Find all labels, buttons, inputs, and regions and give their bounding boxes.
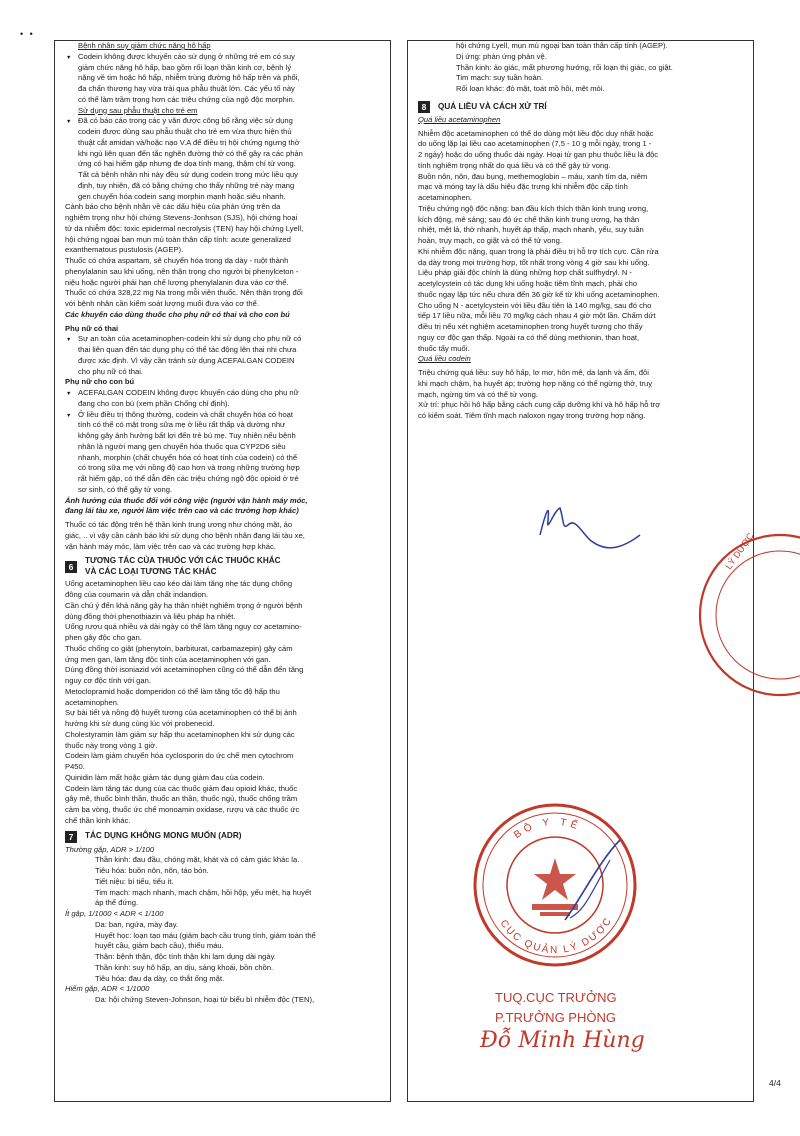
left-text-line: Ảnh hưởng của thuốc đối với công việc (người vận hành máy móc, [65,495,308,505]
section-7-line: Hiếm gặp, ADR < 1/1000 [65,984,150,994]
left-text-line: thuật cắt amidan và/hoặc nạo V.A để điều trị hội chứng ngưng thở [78,137,300,147]
section-8-line: acetylcystein có tác dụng khi uống hoặc tiêm tĩnh mạch, phải cho [418,279,638,288]
left-text-line: sơ sinh, có thể gây tử vong. [78,484,173,494]
left-text-line: nhanh, morphin (chất chuyển hóa có hoạt tính của codein) có thể [78,452,298,462]
left-text-line: niệu hoặc người phải hạn chế lượng phenylalanin đưa vào cơ thể. [65,277,289,287]
left-text-line: ứng có hại hiếm gặp nhưng đe dọa tính mạng, thậm chí tử vong. [78,159,296,169]
section-7-line: huyết cầu, giảm bạch cầu), thiếu máu. [95,941,224,951]
section-8-line: thuốc ngay lập tức nếu chưa đến 36 giờ kể từ khi uống acetaminophen. [418,289,660,299]
section-6-number: 6 [65,561,77,573]
left-text-line: phenylalanin sau khi uống, nên thận trọng cho người bị phenylceton - [65,266,299,276]
section-6-line: Cholestyramin làm giảm sự hấp thu acetaminophen khi sử dụng các [65,729,295,739]
right-top-line: Tim mạch: suy tuần hoàn. [456,73,544,83]
section-8-line: điều trị nếu xét nghiệm acetaminophen trong huyết tương cho thấy [418,322,643,331]
section-6-line: ứng men gan, làm tăng độc tính của acetaminophen với gan. [65,654,271,664]
left-text-line: ▼ Ở liều điều trị thông thường, codein và chất chuyển hóa có hoạt [65,410,382,421]
left-column [54,40,391,1102]
left-text-line: rất hiếm gặp, có thể dẫn đến các triệu chứng ngộ độc opioid ở trẻ [78,474,299,483]
section-8-line: Quá liều acetaminophen [418,114,501,124]
left-text-line: nghiêm trọng như hội chứng Stevens-Jonhson (SJS), hội chứng hoại [65,213,298,222]
left-text-line: có thể làm trầm trọng hơn các triệu chứng của ngộ độc morphin. [78,94,295,104]
section-6-line: Quinidin làm mất hoặc giảm tác dụng giảm đau của codein. [65,772,265,782]
section-8-line: tiếp 17 liều nữa, mỗi liều 70 mg/kg cách nhau 4 giờ một lần. Chấm dứt [418,311,656,321]
left-text-line: với bệnh nhân cần kiểm soát lượng muối đưa vào cơ thể. [65,299,259,308]
left-text-line: tử da nhiễm độc: toxic epidermal necrolysis (TEN) hay hội chứng Lyell, [65,223,304,233]
left-text-line: Tất cả bệnh nhân nhi này đều sử dụng codein trong mức liều quy [78,170,298,179]
section-8-header [418,101,743,113]
section-6-line: Uống rượu quá nhiều và dài ngày có thể làm tăng nguy cơ acetamino- [65,622,302,632]
left-text-line: Các khuyến cáo dùng thuốc cho phụ nữ có thai và cho con bú [65,309,290,319]
left-text-block [65,41,382,552]
left-text-line: cho phụ nữ có thai. [78,366,144,376]
svg-text:CỤC QUẢN LÝ DƯỢC [498,915,615,956]
ministry-stamp [470,800,640,970]
left-text-line: codein được dùng sau phẫu thuật cho trẻ em vừa thực hiện thủ [78,127,292,136]
right-top-line: Thần kinh: ảo giác, mất phương hướng, rối loạn thị giác, co giật. [456,62,673,72]
stamp-top-text: BỘ Y TẾ [512,816,583,842]
left-text-line: vận hành máy móc, làm việc trên cao và các trường hợp khác. [65,541,276,551]
left-text-line: Bệnh nhân suy giảm chức năng hô hấp [78,41,211,50]
left-text-line: hội chứng ngoại ban mụn mủ toàn thân cấp tính: acute generalized [65,234,291,244]
left-text-line: ▼ ACEFALGAN CODEIN không được khuyến cáo dùng cho phụ nữ [65,388,382,399]
left-text-line: Phụ nữ có thai [65,323,119,333]
section-8-line: Khi nhiễm độc nặng, quan trọng là phải điều trị hỗ trợ tích cực. Cần rửa [418,246,659,256]
section-6-line: dùng đồng thời phenothiazin và liệu pháp hạ nhiệt. [65,611,236,621]
initials-signature [520,480,650,570]
section-6-line: acetaminophen. [65,697,120,707]
section-8-line: do uống lặp lại liều cao acetaminophen (7,5 - 10 g mỗi ngày, trong 1 - [418,139,652,149]
section-6-line: gây mê, thuốc bình thần, thuốc an thần, thuốc ngủ, thuốc chống trầm [65,794,298,804]
section-7-line: Thần kinh: suy hô hấp, an dịu, sảng khoái, bồn chồn. [95,962,274,972]
section-6-line: chế thần kinh khác. [65,815,131,825]
section-7-line: Tiêu hóa: buồn nôn, nôn, táo bón. [95,866,209,875]
section-7-line: Tiêu hóa: đau dạ dày, co thắt ống mật. [95,973,225,983]
left-text-line: Cảnh báo cho bệnh nhân về các dấu hiệu của phản ứng trên da [65,202,281,212]
left-text-line: ▼ Đã có báo cáo trong các y văn được công bố rằng việc sử dụng [65,116,382,127]
left-text-line: Thuốc có tác động trên hệ thần kinh trung ương như chóng mặt, ảo [65,520,293,529]
left-text-line: thai liên quan đến tác dụng phụ có thể tác động lên thai nhi chưa [78,345,297,354]
section-6-line: phen gây độc cho gan. [65,633,142,642]
section-7-line: Da: ban, ngứa, mày đay. [95,919,179,929]
left-text-line: ▼ Sự an toàn của acetaminophen-codein khi sử dụng cho phụ nữ có [65,334,382,345]
partial-stamp-text: LÝ DƯỢC [723,531,756,572]
section-7-line: Thường gặp, ADR > 1/100 [65,844,155,854]
section-8-line: Triệu chứng ngộ độc nặng: ban đầu kích thích thần kinh trung ương, [418,203,649,213]
section-6-line: thuốc này trong vòng 1 giờ. [65,740,158,750]
left-text-line: đang cho con bú (xem phần Chống chỉ định). [78,398,230,408]
section-8-line: dạ dày trong mọi trường hợp, tốt nhất trong vòng 4 giờ sau khi uống. [418,257,650,267]
section-7-line: Da: hội chứng Steven-Johnson, hoại tử biểu bì nhiễm độc (TEN), [95,995,315,1004]
section-6-line: Dùng đồng thời isoniazid với acetaminophen cũng có thể dẫn đến tăng [65,665,304,675]
section-7-header [65,831,382,843]
left-text-line: gen chuyển hóa codein sang morphin mạnh hoặc siêu nhanh. [78,191,286,201]
left-text-line: có trong sữa mẹ với nồng độ cao hơn và trong những trường hợp [78,463,300,473]
section-8-line: Xử trí: phục hồi hô hấp bằng cách cung cấp dưỡng khí và hô hấp hỗ trợ [418,400,661,410]
left-text-line: đang lái tàu xe, người làm việc trên cao và các trường hợp khác) [65,506,299,516]
signature-title-1: TUQ.CỤC TRƯỞNG [495,990,617,1005]
section-8-line: 2 ngày) hoặc do uống thuốc dài ngày. Hoại tử gan phụ thuộc liều là độc [418,150,659,159]
section-7-line: áp thể đứng. [95,898,139,908]
left-text-line: tính có thể có mặt trong sữa mẹ ở liều rất thấp và dường như [78,420,286,430]
left-text-line: được xác định. Vì vậy cần tránh sử dụng ACEFALGAN CODEIN [78,355,295,365]
section-8-line: mạc và móng tay là dấu hiệu đặc trưng khi nhiễm độc cấp tính [418,182,628,192]
left-text-line: nhân là người mang gen chuyển hóa thuốc qua CYP2D6 siêu [78,441,286,451]
section-8-line: có kiểm soát. Tiêm tĩnh mạch naloxon ngay trong trường hợp nặng. [418,411,646,420]
left-text-line: định, tuy nhiên, đã có bằng chứng cho thấy những trẻ này mang [78,180,295,190]
section-8-number: 8 [418,101,430,113]
section-8-line: hoàn, trụy mạch, co giật và có thể tử vong. [418,236,562,245]
section-6-line: hưởng khi sử dụng cùng lúc với probenecid. [65,719,215,728]
section-6-line: nguy cơ độc tính với gan. [65,676,151,685]
section-8-line: Quá liều codein [418,354,471,364]
approval-stamp-area [440,470,800,1090]
section-8-line: khi mạch chậm, hạ huyết áp; trường hợp nặng có thể ngừng thở, truỵ [418,378,653,388]
section-8-line: Liệu pháp giải độc chính là dùng những hợp chất sulfhydryl. N - [418,268,632,278]
left-text-line: giảm chức năng hô hấp, bao gồm rối loạn thần kinh cơ, bệnh lý [78,62,292,72]
section-8-line: kích động, mê sảng; sau đó ức chế thần kinh trung ương, hạ thân [418,214,640,224]
section-8-line: Nhiễm độc acetaminophen có thể do dùng một liều độc duy nhất hoặc [418,128,654,138]
section-6-line: đông của coumarin và dẫn chất indandion. [65,590,209,599]
section-7-title: TÁC DỤNG KHÔNG MONG MUỐN (ADR) [85,831,242,841]
left-text-line: Thuốc có chứa 328,22 mg Na trong mỗi viên thuốc. Nên thận trọng đối [65,288,303,298]
header-marks: • • [20,29,35,39]
section-8-line: Triệu chứng quá liều: suy hô hấp, lơ mơ, hôn mê, da lạnh và ẩm, đôi [418,368,649,377]
section-7-line: Huyết học: loạn tạo máu (giảm bạch cầu trung tính, giảm toàn thể [95,930,316,940]
signature-title-2: P.TRƯỞNG PHÒNG [495,1010,616,1025]
section-6-line: Sự bài tiết và nồng độ huyết tương của acetaminophen có thể bị ảnh [65,708,297,718]
section-6-line: Thuốc chống co giật (phenytoin, barbiturat, carbamazepin) gây cảm [65,643,293,653]
section-7-number: 7 [65,831,77,843]
section-8-body [418,115,743,422]
page-number: 4/4 [769,1078,781,1088]
right-top-line: Rối loạn khác: đỏ mặt, toát mồ hôi, mệt mỏi. [456,84,605,93]
section-6-line: Codein làm giảm chuyển hóa cyclosporin do ức chế men cytochrom [65,751,294,761]
left-text-line: không gây ảnh hưởng bất lợi đến trẻ bú mẹ. Tuy nhiên nếu bệnh [78,431,296,440]
section-6-title-line2: VÀ CÁC LOẠI TƯƠNG TÁC KHÁC [85,566,217,576]
section-6-body [65,579,382,826]
right-top-line: hội chứng Lyell, mụn mủ ngoại ban toàn thân cấp tính (AGEP). [456,41,668,50]
section-7-line: Ít gặp, 1/1000 < ADR < 1/100 [65,909,164,918]
left-text-line: khi ngủ liên quan đến tắc nghẽn đường thở có thể gây ra các phản [78,148,303,158]
stamp-bottom-text: CỤC QUẢN LÝ DƯỢC [497,914,615,957]
partial-stamp [670,530,800,700]
section-8-line: Buồn nôn, nôn, đau bụng, methemoglobin – máu, xanh tím da, niêm [418,171,648,181]
section-7-line: Thận: bệnh thận, độc tính thận khi lạm dụng dài ngày. [95,952,276,961]
section-7-line: Tim mạch: mạch nhanh, mạch chậm, hồi hộp, yếu mệt, hạ huyết [95,887,312,897]
left-text-line: đa chấn thương hay vừa trải qua phẫu thuật lớn. Các yếu tố này [78,84,295,93]
section-7-body [65,845,382,1006]
section-8-line: thuốc tẩy muối. [418,343,470,353]
left-text-line: ▼ Codein không được khuyến cáo sử dụng ở những trẻ em có suy [65,52,382,63]
section-8-line: nguy cơ độc gan thấp. Ngoài ra có thể dùng methionin, than hoạt, [418,332,640,342]
section-6-line: Codein làm tăng tác dụng của các thuốc giảm đau opioid khác, thuốc [65,783,298,793]
section-6-line: cảm ba vòng, thuốc ức chế monoamin oxidase, rượu và các thuốc ức [65,805,300,814]
section-8-line: mạch, ngừng tim và có thể tử vong. [418,389,538,399]
right-top-text-block [418,41,743,95]
left-text-line: giác, .. vì vậy cần cảnh báo khi sử dụng cho bệnh nhân đang lái tàu xe, [65,530,305,540]
section-8-line: nhiệt, mệt lả, thở nhanh, huyết áp thấp, mạch nhanh, yếu, suy tuần [418,225,644,235]
section-6-line: Cần chú ý đến khả năng gây hạ thân nhiệt nghiêm trọng ở người bệnh [65,600,303,610]
section-6-title-line1: TƯƠNG TÁC CỦA THUỐC VỚI CÁC THUỐC KHÁC [85,556,281,566]
left-text-line: nặng về tim hoặc hô hấp, nhiễm trùng đường hô hấp trên và phổi, [78,73,300,83]
left-text-line: Phụ nữ cho con bú [65,377,135,387]
left-text-line: Thuốc có chứa aspartam, sẽ chuyển hóa trong dạ dày - ruột thành [65,256,289,265]
section-8-line: acetaminophen. [418,193,473,202]
section-7-line: Tiết niệu: bí tiểu, tiểu ít. [95,876,174,886]
section-7-line: Thần kinh: đau đầu, chóng mặt, khát và có cảm giác khác lạ. [95,855,300,865]
section-8-line: tính nghiêm trọng nhất do quá liều và có thể gây tử vong. [418,160,611,170]
left-text-line: exanthematous pustulosis (AGEP). [65,245,184,255]
section-8-title: QUÁ LIỀU VÀ CÁCH XỬ TRÍ [438,101,547,111]
right-top-line: Dị ứng: phản ứng phản vệ. [456,51,547,61]
section-6-header [65,556,382,577]
left-text-line: Sử dụng sau phẫu thuật cho trẻ em [78,105,198,115]
section-6-line: Uống acetaminophen liều cao kéo dài làm tăng nhẹ tác dụng chống [65,579,293,589]
section-8-line: Cho uống N - acetylcystein với liều đầu tiên là 140 mg/kg, sau đó cho [418,300,652,310]
signatory-name: Đỗ Minh Hùng [480,1028,645,1053]
section-6-line: P450. [65,762,85,771]
section-6-line: Metoclopramid hoặc domperidon có thể làm tăng tốc độ hấp thu [65,686,280,696]
